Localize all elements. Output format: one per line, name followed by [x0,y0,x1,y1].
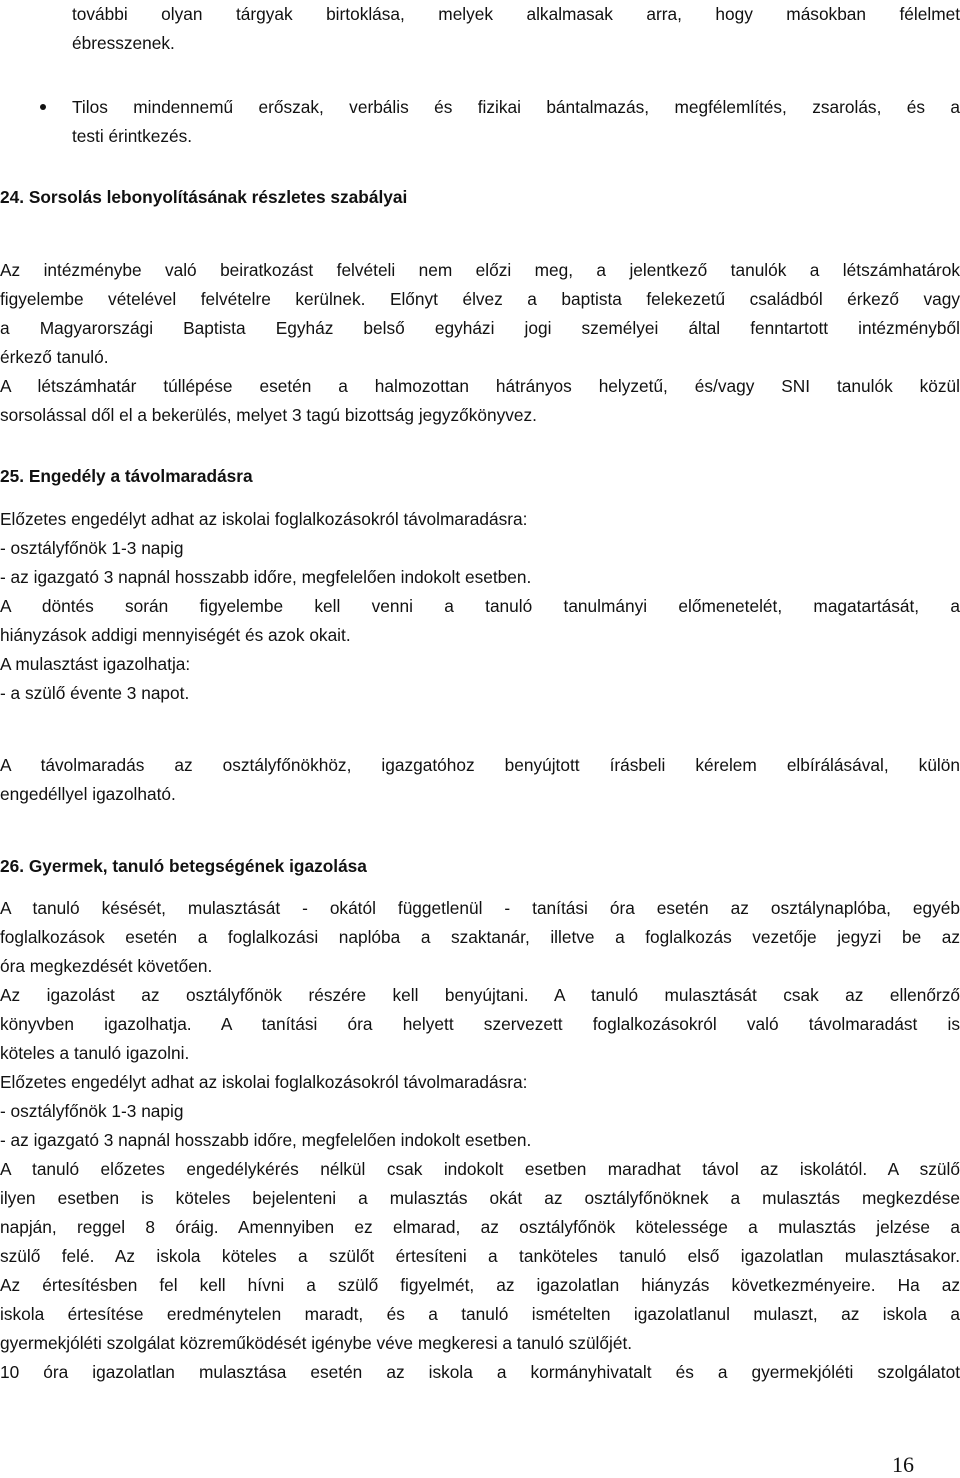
text-line: további olyan tárgyak birtoklása, melyek alkalmasak arra, hogy másokban félelmet [72,4,960,24]
section-heading-26: 26. Gyermek, tanuló betegségének igazolása [0,856,367,876]
bullet-icon [40,104,46,110]
text-line: ilyen esetben is köteles bejelenteni a mulasztás okát az osztályfőnöknek a mulasztás megkezdése [0,1188,960,1208]
text-line: A távolmaradás az osztályfőnökhöz, igazgatóhoz benyújtott írásbeli kérelem elbírálásával, külön [0,755,960,775]
text-line: testi érintkezés. [72,126,193,146]
text-line: Tilos mindennemű erőszak, verbális és fizikai bántalmazás, megfélemlítés, zsarolás, és a [72,97,960,117]
text-line: ébresszenek. [72,33,175,53]
text-line: - osztályfőnök 1-3 napig [0,538,184,558]
text-line: gyermekjóléti szolgálat közreműködését igénybe véve megkeresi a tanuló szülőjét. [0,1333,633,1353]
list-item-text [72,0,960,58]
text-line: a Magyarországi Baptista Egyház belső egyházi jogi személyei által fenntartott intézményből [0,318,960,338]
text-line: Az igazolást az osztályfőnök részére kell benyújtani. A tanuló mulasztását csak az ellenőrző [0,985,960,1005]
section-24-body [0,256,960,430]
list-item-text [72,93,960,151]
text-line: A mulasztást igazolhatja: [0,654,191,674]
text-line: hiányzások addigi mennyiségét és azok okait. [0,625,351,645]
text-line: - az igazgató 3 napnál hosszabb időre, megfelelően indokolt esetben. [0,1130,532,1150]
text-line: A tanuló késését, mulasztását - okától függetlenül - tanítási óra esetén az osztálynaplóba, egyéb [0,898,960,918]
text-line: érkező tanuló. [0,347,109,367]
text-line: szülő felé. Az iskola köteles a szülőt értesíteni a tanköteles tanuló első igazolatlan mulasztásakor. [0,1246,960,1266]
text-line: sorsolással dől el a bekerülés, melyet 3 tagú bizottság jegyzőkönyvez. [0,405,537,425]
section-heading-24: 24. Sorsolás lebonyolításának részletes szabályai [0,187,408,207]
text-line: iskola értesítése eredménytelen maradt, és a tanuló ismételten igazolatlanul mulaszt, az iskola a [0,1304,960,1324]
text-line: könyvben igazolhatja. A tanítási óra helyett szervezett foglalkozásokról való távolmaradást is [0,1014,960,1034]
text-line: A létszámhatár túllépése esetén a halmozottan hátrányos helyzetű, és/vagy SNI tanulók közül [0,376,960,396]
text-line: engedéllyel igazolható. [0,784,176,804]
text-line: napján, reggel 8 óráig. Amennyiben ez elmarad, az osztályfőnök kötelessége a mulasztás jelzése a [0,1217,960,1237]
section-heading-25: 25. Engedély a távolmaradásra [0,466,253,486]
text-line: Előzetes engedélyt adhat az iskolai foglalkozásokról távolmaradásra: [0,1072,528,1092]
text-line: köteles a tanuló igazolni. [0,1043,190,1063]
page-number: 16 [892,1452,914,1477]
text-line: A tanuló előzetes engedélykérés nélkül csak indokolt esetben maradhat távol az iskolától. A szülő [0,1159,960,1179]
text-line: Az értesítésben fel kell hívni a szülő figyelmét, az igazolatlan hiányzás következményeire. Ha az [0,1275,960,1295]
text-line: - a szülő évente 3 napot. [0,683,190,703]
text-line: Előzetes engedélyt adhat az iskolai foglalkozásokról távolmaradásra: [0,509,528,529]
text-line: óra megkezdését követően. [0,956,213,976]
text-line: - az igazgató 3 napnál hosszabb időre, megfelelően indokolt esetben. [0,567,532,587]
section-25-paragraph [0,751,960,809]
section-25-body [0,505,960,708]
text-line: - osztályfőnök 1-3 napig [0,1101,184,1121]
text-line: foglalkozások esetén a foglalkozási naplóba a szaktanár, illetve a foglalkozás vezetője jegyzi be az [0,927,960,947]
text-line: A döntés során figyelembe kell venni a tanuló tanulmányi előmenetelét, magatartását, a [0,596,960,616]
section-26-body [0,894,960,1387]
text-line: 10 óra igazolatlan mulasztása esetén az iskola a kormányhivatalt és a gyermekjóléti szolgálatot [0,1362,960,1382]
text-line: figyelembe vételével felvételre kerülnek. Előnyt élvez a baptista felekezetű családból érkező vagy [0,289,960,309]
text-line: Az intézménybe való beiratkozást felvételi nem előzi meg, a jelentkező tanulók a létszámhatárok [0,260,960,280]
